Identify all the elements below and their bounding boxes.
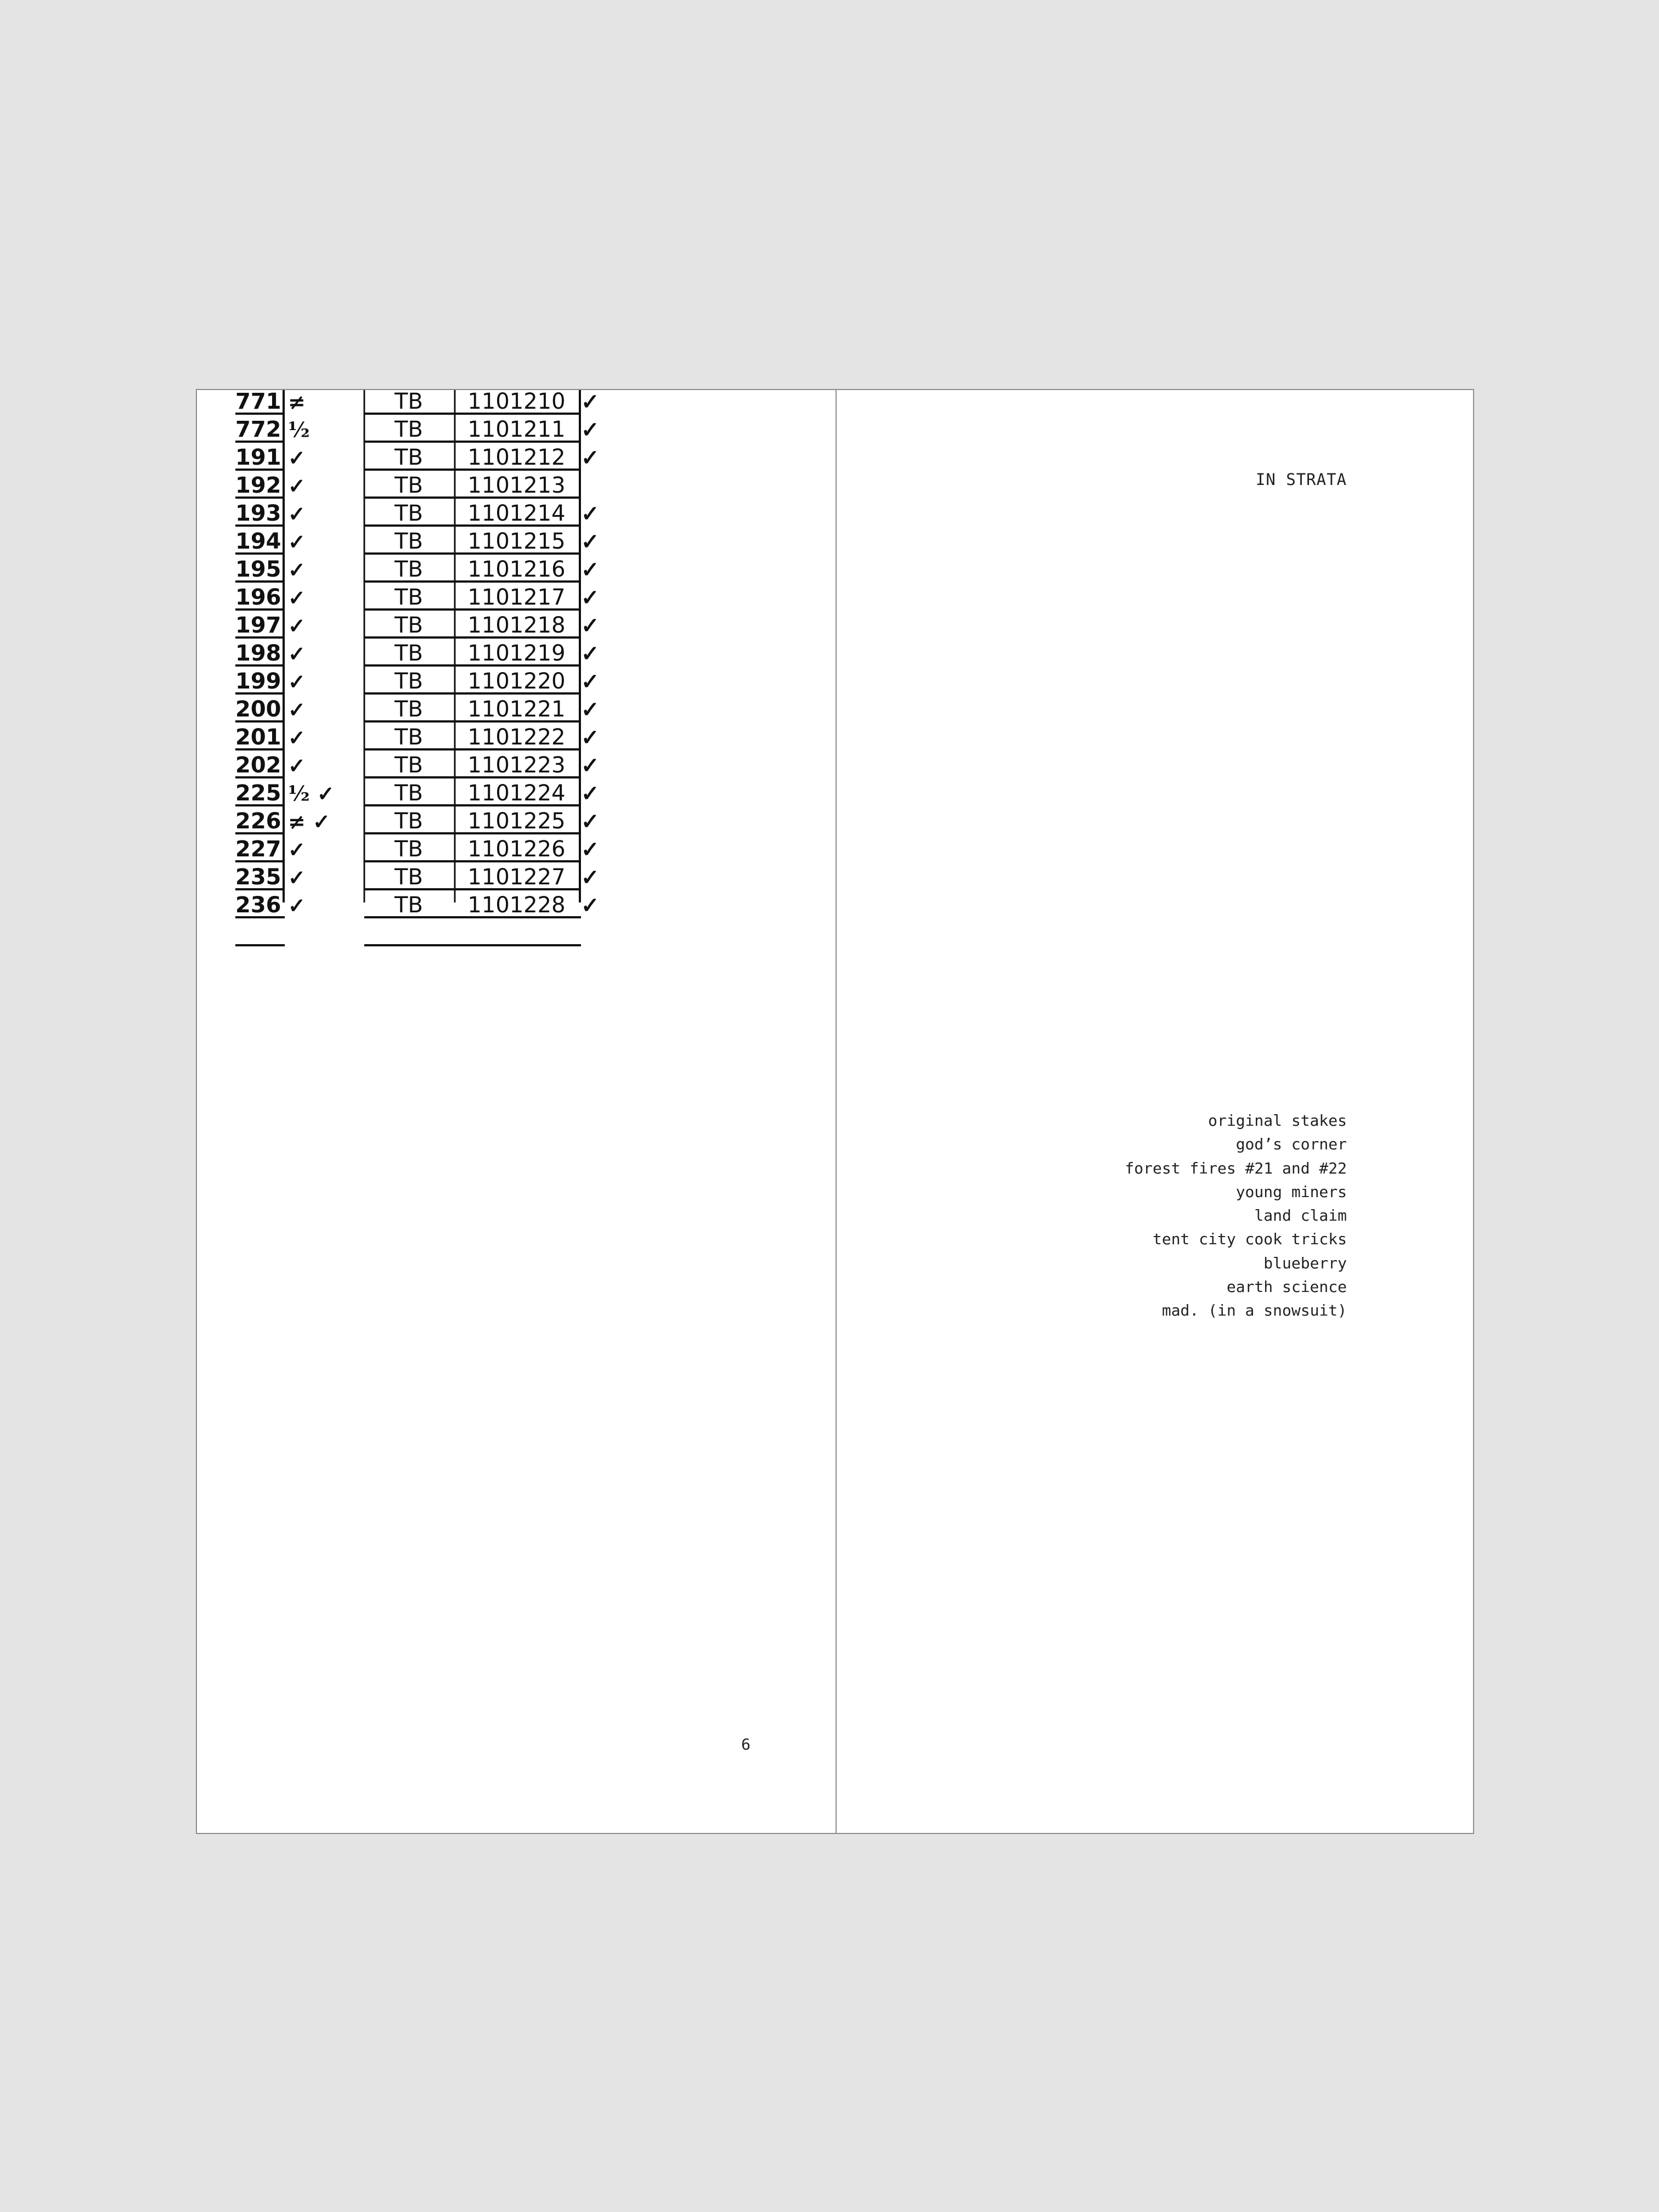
scanned-ledger [235,389,751,918]
ledger-number: 1101221 [467,697,566,722]
ledger-check: ✓ [581,893,600,918]
ledger-row [235,836,751,864]
ledger-row [235,528,751,556]
ledger-mark: ✓ [288,753,306,778]
ledger-mark: ✓ [288,725,306,750]
ledger-code: TB [394,837,423,862]
ledger-check: ✓ [581,725,600,751]
contents-item: original stakes [1208,1111,1347,1130]
contents-item: blueberry [1263,1254,1347,1272]
ledger-number: 1101213 [467,473,566,498]
ledger-id: 198 [235,641,281,666]
ledger-number: 1101217 [467,585,566,610]
ledger-check: ✓ [581,613,600,639]
ledger-row [235,556,751,584]
ledger-code: TB [394,893,423,918]
ledger-code: TB [394,557,423,582]
ledger-row [235,668,751,696]
ledger-mark: ✓ [288,529,306,554]
ledger-row [235,640,751,668]
ledger-check: ✓ [581,501,600,527]
ledger-row [235,444,751,472]
ledger-row [235,780,751,808]
ledger-number: 1101220 [467,669,566,694]
ledger-id: 227 [235,837,281,862]
ledger-id: 195 [235,557,281,582]
ledger-number: 1101211 [467,417,566,442]
ledger-number: 1101219 [467,641,566,666]
ledger-mark: ≠ [288,390,306,414]
ledger-mark: ✓ [288,445,306,470]
ledger-row [235,891,751,919]
contents-item: young miners [1235,1182,1347,1201]
ledger-check: ✓ [581,865,600,890]
ledger-code: TB [394,809,423,834]
ledger-code: TB [394,669,423,694]
ledger-code: TB [394,529,423,554]
ledger-row [235,388,751,416]
contents-item: forest fires #21 and #22 [1125,1159,1347,1177]
ledger-mark: ✓ [288,641,306,666]
book-spread [196,389,1474,1834]
ledger-number: 1101215 [467,529,566,554]
left-page [197,390,837,1833]
ledger-code: TB [394,753,423,778]
ledger-code: TB [394,697,423,722]
ledger-mark: ½ ✓ [288,781,335,806]
ledger-mark: ✓ [288,473,306,498]
ledger-check: ✓ [581,417,600,443]
ledger-id: 235 [235,865,281,890]
section-title: IN STRATA [1255,470,1347,489]
ledger-code: TB [394,501,423,526]
ledger-check: ✓ [581,389,600,415]
contents-item: god’s corner [1235,1135,1347,1154]
ledger-row [235,612,751,640]
right-page [837,390,1474,1833]
ledger-number: 1101218 [467,613,566,638]
ledger-number: 1101210 [467,389,566,414]
ledger-row [235,416,751,444]
ledger-id: 199 [235,669,281,694]
ledger-check: ✓ [581,445,600,471]
ledger-mark: ✓ [288,669,306,694]
ledger-check: ✓ [581,753,600,778]
ledger-code: TB [394,389,423,414]
ledger-id: 225 [235,781,281,806]
ledger-number: 1101228 [467,893,566,918]
ledger-row [235,752,751,780]
contents-item: mad. (in a snowsuit) [1161,1301,1347,1320]
ledger-row [235,808,751,836]
contents-list [1125,1109,1347,1323]
ledger-id: 191 [235,445,281,470]
ledger-mark: ≠ ✓ [288,809,330,834]
ledger-code: TB [394,613,423,638]
contents-item: land claim [1254,1206,1347,1225]
ledger-id: 236 [235,893,281,918]
ledger-mark: ✓ [288,557,306,582]
ledger-code: TB [394,417,423,442]
contents-item: earth science [1226,1278,1347,1296]
ledger-number: 1101223 [467,753,566,778]
ledger-mark: ✓ [288,501,306,526]
ledger-check: ✓ [581,781,600,806]
ledger-id: 193 [235,501,281,526]
ledger-number: 1101212 [467,445,566,470]
ledger-row [235,500,751,528]
ledger-mark: ✓ [288,837,306,862]
ledger-id: 771 [235,389,281,414]
ledger-code: TB [394,781,423,806]
ledger-check [581,472,625,500]
ledger-id: 200 [235,697,281,722]
ledger-number: 1101216 [467,557,566,582]
ledger-check: ✓ [581,585,600,611]
ledger-number: 1101227 [467,865,566,890]
ledger-row [235,724,751,752]
ledger-mark: ✓ [288,613,306,638]
ledger-id: 197 [235,613,281,638]
ledger-code: TB [394,585,423,610]
ledger-check: ✓ [581,669,600,695]
ledger-check: ✓ [581,697,600,723]
ledger-number: 1101225 [467,809,566,834]
page-number: 6 [741,1735,751,1753]
ledger-mark: ✓ [288,893,306,918]
ledger-id: 201 [235,725,281,750]
ledger-id: 202 [235,753,281,778]
ledger-number: 1101214 [467,501,566,526]
ledger-row [235,584,751,612]
ledger-number: 1101222 [467,725,566,750]
ledger-id: 192 [235,473,281,498]
ledger-code: TB [394,641,423,666]
ledger-id: 226 [235,809,281,834]
ledger-mark: ✓ [288,697,306,722]
ledger-check: ✓ [581,809,600,834]
ledger-mark: ✓ [288,585,306,610]
ledger-check: ✓ [581,529,600,555]
ledger-row [235,472,751,500]
ledger-mark: ½ [288,417,310,442]
ledger-number: 1101224 [467,781,566,806]
ledger-code: TB [394,725,423,750]
ledger-id: 772 [235,417,281,442]
ledger-check: ✓ [581,641,600,667]
ledger-check: ✓ [581,557,600,583]
ledger-row [235,696,751,724]
ledger-id: 196 [235,585,281,610]
ledger-code: TB [394,865,423,890]
ledger-id: 194 [235,529,281,554]
contents-item: tent city cook tricks [1152,1230,1347,1249]
ledger-code: TB [394,473,423,498]
ledger-row [235,864,751,891]
ledger-code: TB [394,445,423,470]
ledger-number: 1101226 [467,837,566,862]
ledger-mark: ✓ [288,865,306,890]
ledger-check: ✓ [581,837,600,862]
